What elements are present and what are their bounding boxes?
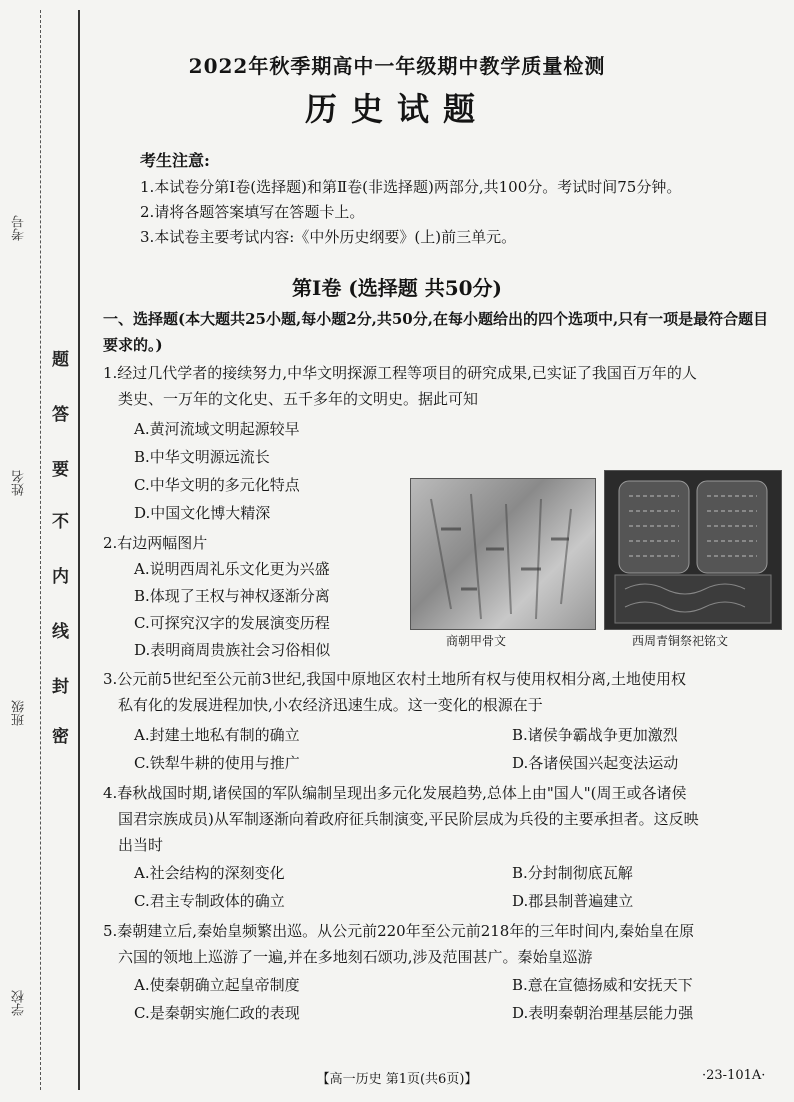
cut-line	[40, 10, 41, 1090]
seal-char: 要	[52, 460, 69, 480]
notice-heading: 考生注意:	[140, 151, 210, 170]
question-2-line-1: 2.右边两幅图片	[103, 534, 208, 552]
seal-char: 答	[52, 405, 69, 425]
option-d: D.各诸侯国兴起变法运动	[512, 754, 679, 772]
side-label-name: 姓名	[12, 470, 27, 496]
notice-item: 2.请将各题答案填写在答题卡上。	[140, 203, 365, 221]
notice-item: 1.本试卷分第Ⅰ卷(选择题)和第Ⅱ卷(非选择题)两部分,共100分。考试时间75分钟。	[140, 178, 682, 196]
option-a: A.封建土地私有制的确立	[134, 726, 300, 744]
seal-char: 封	[52, 677, 69, 697]
page-footer: 【高一历史 第1页(共6页)】	[316, 1072, 478, 1087]
option-b: B.分封制彻底瓦解	[512, 864, 633, 882]
seal-line	[78, 10, 80, 1090]
seal-char: 内	[52, 567, 69, 587]
bronze-vessel-image	[604, 470, 782, 630]
option-b: B.体现了王权与神权逐渐分离	[134, 587, 330, 605]
side-label-class: 班级	[12, 700, 27, 726]
option-d: D.中国文化博大精深	[134, 504, 271, 522]
seal-char: 密	[52, 727, 69, 747]
option-c: C.是秦朝实施仁政的表现	[134, 1004, 300, 1022]
seal-char: 不	[52, 512, 69, 532]
question-3-line-1: 3.公元前5世纪至公元前3世纪,我国中原地区农村土地所有权与使用权相分离,土地使用权	[103, 670, 686, 688]
side-label-exam-no: 考号	[12, 215, 27, 241]
option-d: D.表明商周贵族社会习俗相似	[134, 641, 331, 659]
figure-caption-1: 商朝甲骨文	[446, 634, 507, 648]
option-c: C.可探究汉字的发展演变历程	[134, 614, 330, 632]
question-1-line-2: 类史、一万年的文化史、五千多年的文明史。据此可知	[118, 390, 479, 408]
option-b: B.意在宣德扬威和安抚天下	[512, 976, 693, 994]
question-4-line-2: 国君宗族成员)从军制逐渐向着政府征兵制演变,平民阶层成为兵役的主要承担者。这反映	[118, 810, 699, 828]
option-b: B.诸侯争霸战争更加激烈	[512, 726, 678, 744]
seal-char: 线	[52, 622, 69, 642]
exam-title: 2022年秋季期高中一年级期中教学质量检测	[188, 54, 606, 78]
option-d: D.表明秦朝治理基层能力强	[512, 1004, 694, 1022]
option-a: A.说明西周礼乐文化更为兴盛	[134, 560, 330, 578]
oracle-bone-image	[410, 478, 596, 630]
notice-item: 3.本试卷主要考试内容:《中外历史纲要》(上)前三单元。	[140, 228, 517, 246]
option-b: B.中华文明源远流长	[134, 448, 270, 466]
option-c: C.铁犁牛耕的使用与推广	[134, 754, 300, 772]
question-3-line-2: 私有化的发展进程加快,小农经济迅速生成。这一变化的根源在于	[118, 696, 543, 714]
section-title: 第Ⅰ卷 (选择题 共50分)	[291, 276, 503, 300]
question-1-line-1: 1.经过几代学者的接续努力,中华文明探源工程等项目的研究成果,已实证了我国百万年的人	[103, 364, 697, 382]
option-a: A.黄河流域文明起源较早	[134, 420, 300, 438]
paper-code: ·23-101A·	[702, 1068, 766, 1083]
question-5-line-1: 5.秦朝建立后,秦始皇频繁出巡。从公元前220年至公元前218年的三年时间内,秦始皇在原	[103, 922, 695, 940]
section-instruction: 一、选择题(本大题共25小题,每小题2分,共50分,在每小题给出的四个选项中,只有一项是最符合题目要求的。)	[103, 310, 769, 354]
subject-title: 历史试题	[304, 90, 489, 128]
bronze-vessel-drawing	[605, 471, 781, 629]
option-a: A.使秦朝确立起皇帝制度	[134, 976, 300, 994]
option-c: C.君主专制政体的确立	[134, 892, 285, 910]
figure-caption-2: 西周青铜祭祀铭文	[632, 634, 729, 648]
question-4-line-1: 4.春秋战国时期,诸侯国的军队编制呈现出多元化发展趋势,总体上由"国人"(周王或各诸侯	[103, 784, 687, 802]
option-d: D.郡县制普遍建立	[512, 892, 634, 910]
option-a: A.社会结构的深刻变化	[134, 864, 285, 882]
question-4-line-3: 出当时	[118, 836, 164, 854]
oracle-bone-texture	[411, 479, 595, 629]
side-label-school: 学校	[12, 990, 27, 1016]
option-c: C.中华文明的多元化特点	[134, 476, 300, 494]
question-5-line-2: 六国的领地上巡游了一遍,并在多地刻石颂功,涉及范围甚广。秦始皇巡游	[118, 948, 593, 966]
seal-char: 题	[52, 350, 69, 370]
